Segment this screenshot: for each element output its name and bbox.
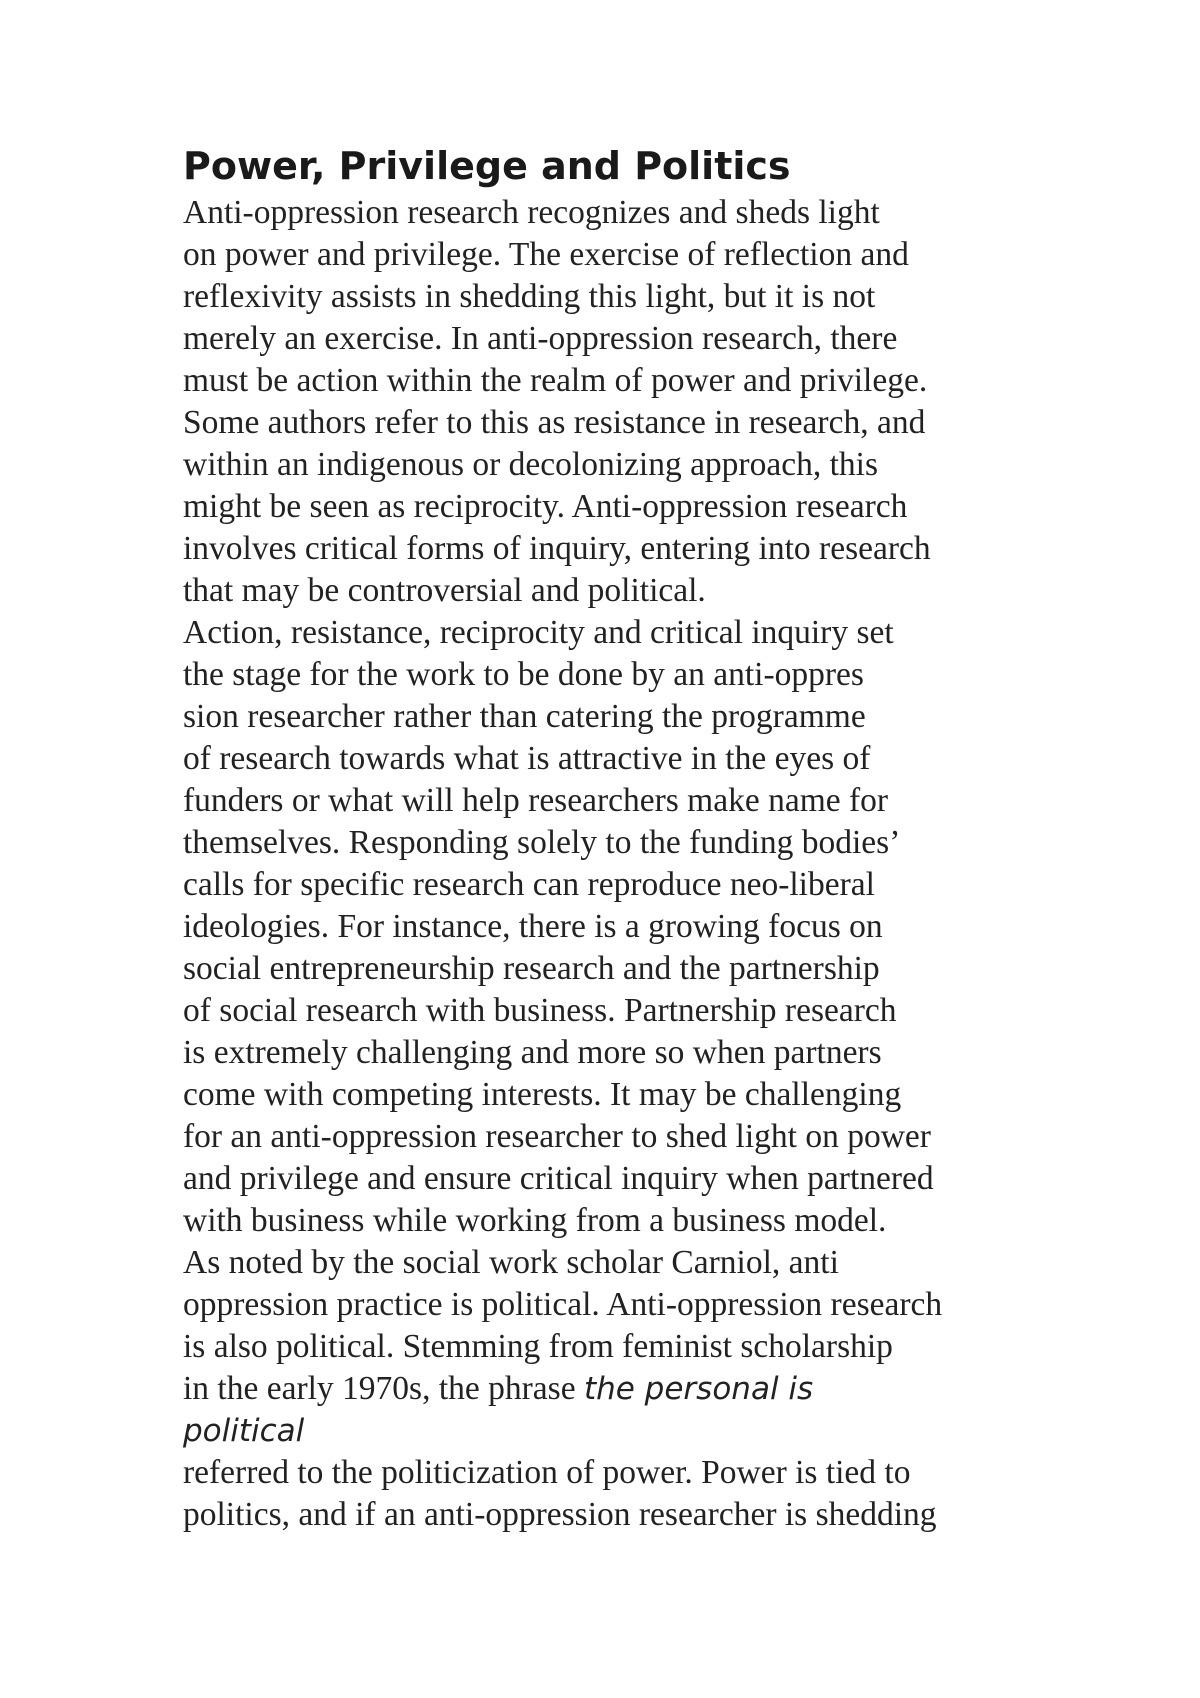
text-line: themselves. Responding solely to the funding bodies’ [183,824,901,861]
text-line: with business while working from a business model. [183,1202,887,1239]
text-line: politics, and if an anti-oppression researcher is shedding [183,1496,937,1533]
text-line: is also political. Stemming from feminist scholarship [183,1328,893,1365]
text-line: that may be controversial and political. [183,572,706,609]
text-line: Anti-oppression research recognizes and sheds light [183,194,880,231]
text-line: oppression practice is political. Anti-oppression research [183,1286,943,1323]
text-line: Action, resistance, reciprocity and critical inquiry set [183,614,894,651]
text-line: might be seen as reciprocity. Anti-oppression research [183,488,908,525]
text-line-with-phrase [183,1368,1083,1410]
text-line: come with competing interests. It may be challenging [183,1076,902,1113]
text-line: calls for specific research can reproduce neo-liberal [183,866,875,903]
text-line: for an anti-oppression researcher to shed light on power [183,1118,931,1155]
text-line: on power and privilege. The exercise of reflection and [183,236,909,273]
text-line: merely an exercise. In anti-oppression research, there [183,320,898,357]
text-line: the stage for the work to be done by an anti-oppres [183,656,864,693]
text-line: funders or what will help researchers make name for [183,782,889,819]
italic-phrase-continued: political [183,1413,305,1449]
text-line: is extremely challenging and more so when partners [183,1034,882,1071]
text-line: and privilege and ensure critical inquiry when partnered [183,1160,934,1197]
text-line: ideologies. For instance, there is a growing focus on [183,908,883,945]
text-line: of social research with business. Partnership research [183,992,897,1029]
section-heading: Power, Privilege and Politics [183,144,791,188]
text-line: involves critical forms of inquiry, entering into research [183,530,931,567]
text-line: of research towards what is attractive in the eyes of [183,740,871,777]
text-line: reflexivity assists in shedding this light, but it is not [183,278,876,315]
text-line: within an indigenous or decolonizing approach, this [183,446,878,483]
text-line: sion researcher rather than catering the programme [183,698,866,735]
body-text [183,192,1083,1536]
text-line: social entrepreneurship research and the partnership [183,950,880,987]
text-line: As noted by the social work scholar Carniol, anti [183,1244,839,1281]
italic-phrase: the personal is [583,1371,814,1407]
text-line: must be action within the realm of power and privilege. [183,362,928,399]
phrase-intro: in the early 1970s, the phrase [183,1370,584,1407]
text-line: referred to the politicization of power. Power is tied to [183,1454,911,1491]
text-line: Some authors refer to this as resistance in research, and [183,404,926,441]
